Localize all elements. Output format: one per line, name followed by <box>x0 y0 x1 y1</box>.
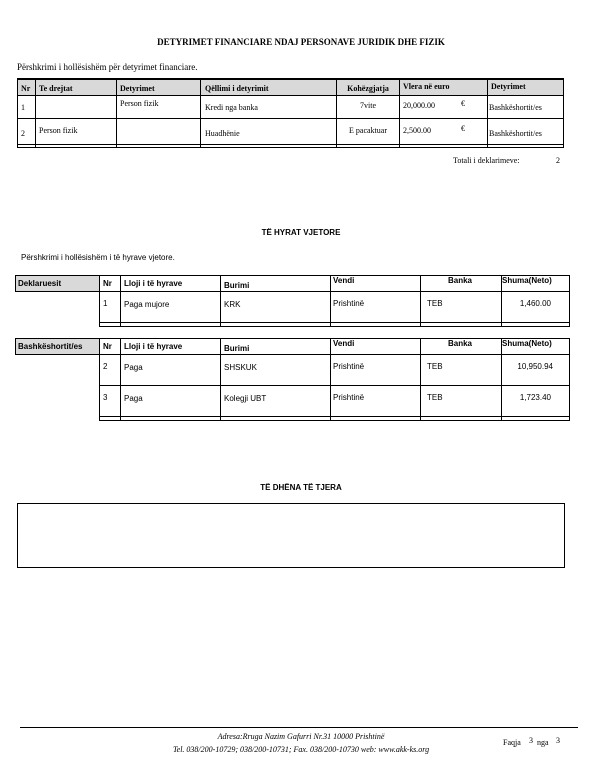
income-header-banka: Banka <box>447 339 472 348</box>
income-cell-lloji: Paga mujore <box>124 300 170 309</box>
fin-total-label: Totali i deklarimeve: <box>453 156 520 165</box>
footer-page-label: Faqja <box>503 738 521 747</box>
income-header-shuma: Shuma(Neto) <box>502 339 552 348</box>
income-cell-shuma: 1,460.00 <box>519 299 551 308</box>
income-cell-nr: 2 <box>103 362 108 371</box>
income-header-shuma: Shuma(Neto) <box>502 276 552 285</box>
other-box <box>17 503 565 568</box>
income-cell-nr: 1 <box>103 299 108 308</box>
income-cell-lloji: Paga <box>124 394 143 403</box>
other-title: TË DHËNA TË TJERA <box>260 483 342 492</box>
fin-cell-vlera: 2,500.00 <box>403 126 431 135</box>
fin-header-nr: Nr <box>21 84 31 93</box>
fin-cell-detyrimet-2: Bashkëshortit/es <box>489 103 542 112</box>
fin-cell-qellimi: Kredi nga banka <box>205 103 258 112</box>
fin-cell-kohezgjatja: 7vite <box>360 101 376 110</box>
footer-page-total: 3 <box>556 736 560 745</box>
fin-cell-te-drejtat: Person fizik <box>39 126 78 135</box>
fin-title: DETYRIMET FINANCIARE NDAJ PERSONAVE JURIDIK DHE FIZIK <box>157 37 445 47</box>
fin-cell-currency: € <box>461 124 465 133</box>
spouse-label: Bashkëshortit/es <box>18 342 83 351</box>
fin-cell-nr: 1 <box>21 103 25 112</box>
income-cell-banka: TEB <box>427 362 443 371</box>
income-header-vendi: Vendi <box>333 276 355 285</box>
fin-cell-detyrimet-2: Bashkëshortit/es <box>489 129 542 138</box>
income-cell-banka: TEB <box>427 393 443 402</box>
fin-total-value: 2 <box>556 156 560 165</box>
income-header-lloji: Lloji i të hyrave <box>124 279 183 288</box>
footer-divider <box>20 727 578 728</box>
fin-header-kohezgjatja: Kohëzgjatja <box>347 84 389 93</box>
income-intro: Përshkrimi i hollësishëm i të hyrave vjetore. <box>21 253 175 262</box>
footer-of-label: nga <box>537 738 549 747</box>
footer-address: Adresa:Rruga Nazim Gafurri Nr.31 10000 Prishtinë <box>217 732 385 741</box>
fin-header-detyrimet-2: Detyrimet <box>491 82 526 91</box>
fin-header-qellimi: Qëllimi i detyrimit <box>205 84 269 93</box>
income-cell-banka: TEB <box>427 299 443 308</box>
income-cell-shuma: 10,950.94 <box>517 362 553 371</box>
income-header-lloji: Lloji i të hyrave <box>124 342 183 351</box>
income-cell-vendi: Prishtinë <box>333 299 365 308</box>
income-header-burimi: Burimi <box>224 281 250 290</box>
other-content <box>18 504 564 512</box>
fin-cell-detyrimet: Person fizik <box>120 99 159 108</box>
income-cell-burimi: KRK <box>224 300 241 309</box>
fin-cell-currency: € <box>461 99 465 108</box>
fin-cell-vlera: 20,000.00 <box>403 101 435 110</box>
fin-header-te-drejtat: Te drejtat <box>39 84 73 93</box>
income-cell-nr: 3 <box>103 393 108 402</box>
income-cell-vendi: Prishtinë <box>333 362 365 371</box>
fin-cell-kohezgjatja: E pacaktuar <box>349 126 387 135</box>
income-cell-vendi: Prishtinë <box>333 393 365 402</box>
footer-contacts: Tel. 038/200-10729; 038/200-10731; Fax. 038/200-10730 web: www.akk-ks.org <box>172 745 430 754</box>
income-header-banka: Banka <box>447 276 472 285</box>
income-cell-shuma: 1,723.40 <box>519 393 551 402</box>
income-cell-burimi: SHSKUK <box>224 363 257 372</box>
income-header-burimi: Burimi <box>224 344 250 353</box>
income-cell-lloji: Paga <box>124 363 143 372</box>
footer-page-num: 3 <box>529 736 533 745</box>
income-header-vendi: Vendi <box>333 339 355 348</box>
fin-header-detyrimet: Detyrimet <box>120 84 155 93</box>
income-cell-burimi: Kolegji UBT <box>224 394 267 403</box>
income-title: TË HYRAT VJETORE <box>261 228 341 237</box>
income-header-nr: Nr <box>103 279 112 288</box>
fin-intro: Përshkrimi i hollësishëm për detyrimet financiare. <box>17 62 198 72</box>
fin-header-vlera: Vlera në euro <box>403 82 450 91</box>
income-header-nr: Nr <box>103 342 112 351</box>
declarant-label: Deklaruesit <box>18 279 62 288</box>
fin-cell-qellimi: Huadhënie <box>205 129 240 138</box>
fin-cell-nr: 2 <box>21 129 25 138</box>
